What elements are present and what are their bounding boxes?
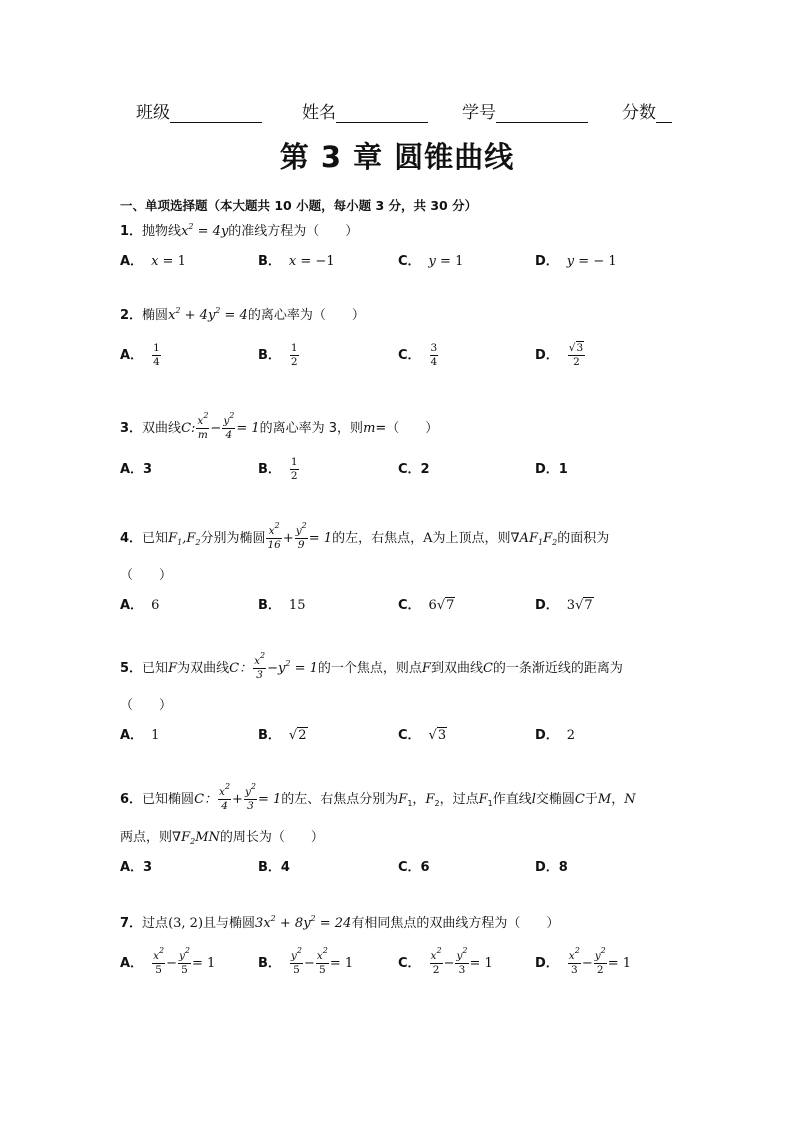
option-c[interactable]: C． $\frac{x^2}{2}$ − $\frac{y^2}{3}$ = 1 <box>398 946 493 976</box>
option-b[interactable]: B． $\frac{1}{2}$ <box>258 456 298 482</box>
question-5-continuation: （ ） <box>120 698 173 713</box>
name-blank[interactable] <box>336 104 428 123</box>
equation: $x^2 + 4y^2 = 4$ <box>168 306 248 323</box>
equation: $3x^2 + 8y^2 = 24$ <box>255 914 352 931</box>
option-a[interactable]: A． 6 <box>120 598 160 613</box>
question-number: 3． <box>120 421 143 436</box>
student-id-blank[interactable] <box>496 104 588 123</box>
options-4 <box>120 596 680 620</box>
question-5: 5．已知F为双曲线C： $\frac{x^2}{3}$ $-y^2 = 1$的一个焦点，则点F到双曲线C的一条渐近线的距离为 <box>120 651 623 681</box>
option-d[interactable]: D．1 <box>535 462 568 477</box>
question-6-continuation: 两点，则$\nabla F_2MN$的周长为（ ） <box>120 830 324 846</box>
question-2: 2．椭圆$x^2 + 4y^2 = 4$的离心率为（ ） <box>120 306 365 323</box>
option-a[interactable]: A． x = 1 <box>120 254 186 269</box>
student-info-header <box>136 98 676 122</box>
equation: C： $\frac{x^2}{4}$ + $\frac{y^2}{3}$ = 1 <box>194 782 282 812</box>
option-c[interactable]: C． y = 1 <box>398 254 464 269</box>
options-2 <box>120 336 680 376</box>
option-b[interactable]: B． $\frac{y^2}{5}$ − $\frac{x^2}{5}$ = 1 <box>258 946 354 976</box>
question-number: 4． <box>120 531 143 546</box>
option-b[interactable]: B． 15 <box>258 598 306 613</box>
option-a[interactable]: A． 1 <box>120 728 160 743</box>
question-4: 4．已知$F_1,F_2$分别为椭圆 $\frac{x^2}{16}$ + $\frac{y^2}{9}$ = 1的左，右焦点，A为上顶点，则$\nabla AF_1F_2$的面积为 <box>120 521 610 551</box>
option-a[interactable]: A．3 <box>120 462 153 477</box>
option-b[interactable]: B．4 <box>258 860 290 875</box>
question-number: 6． <box>120 792 143 807</box>
equation: C： $\frac{x^2}{3}$ $-y^2 = 1$ <box>229 651 318 681</box>
score-label: 分数 <box>622 103 656 123</box>
question-4-continuation: （ ） <box>120 568 173 583</box>
option-c[interactable]: C． √3 <box>398 728 447 743</box>
class-field[interactable] <box>136 98 262 123</box>
options-6 <box>120 858 680 882</box>
options-5 <box>120 726 680 750</box>
options-7 <box>120 944 680 984</box>
question-1: 1．抛物线$x^2 = 4y$的准线方程为（ ） <box>120 222 359 239</box>
equation: C: $\frac{x^2}{m}$ − $\frac{y^2}{4}$ = 1 <box>181 411 260 441</box>
option-d[interactable]: D． 3√7 <box>535 598 593 613</box>
class-label: 班级 <box>136 103 170 123</box>
option-a[interactable]: A． $\frac{x^2}{5}$ − $\frac{y^2}{5}$ = 1 <box>120 946 216 976</box>
class-blank[interactable] <box>170 104 262 123</box>
name-field[interactable] <box>302 98 428 123</box>
question-number: 7． <box>120 916 143 931</box>
option-c[interactable]: C． $\frac{3}{4}$ <box>398 342 438 368</box>
option-b[interactable]: B． x = −1 <box>258 254 335 269</box>
option-c[interactable]: C．2 <box>398 462 430 477</box>
option-c[interactable]: C． 6√7 <box>398 598 455 613</box>
page-title: 第 3 章 圆锥曲线 <box>279 140 515 174</box>
equation: $\frac{x^2}{16}$ + $\frac{y^2}{9}$ = 1 <box>267 521 333 551</box>
options-1 <box>120 252 680 276</box>
equation: $x^2 = 4y$ <box>181 222 229 239</box>
question-3: 3．双曲线C: $\frac{x^2}{m}$ − $\frac{y^2}{4}$ = 1的离心率为 3，则m=（ ） <box>120 411 439 441</box>
question-number: 1． <box>120 224 143 239</box>
option-d[interactable]: D． 2 <box>535 728 576 743</box>
options-3 <box>120 450 680 490</box>
score-field[interactable] <box>622 98 672 123</box>
section-heading: 一、单项选择题（本大题共 10 小题，每小题 3 分，共 30 分） <box>120 198 478 213</box>
question-6: 6．已知椭圆C： $\frac{x^2}{4}$ + $\frac{y^2}{3}$ = 1的左、右焦点分别为$F_1$，$F_2$，过点$F_1$作直线l交椭圆C于M，N <box>120 782 636 812</box>
option-d[interactable]: D． $\frac{√3}{2}$ <box>535 342 584 368</box>
question-7: 7．过点(3, 2)且与椭圆$3x^2 + 8y^2 = 24$有相同焦点的双曲线方程为（ ） <box>120 914 560 931</box>
option-d[interactable]: D． y = − 1 <box>535 254 617 269</box>
option-d[interactable]: D． $\frac{x^2}{3}$ − $\frac{y^2}{2}$ = 1 <box>535 946 632 976</box>
option-d[interactable]: D．8 <box>535 860 568 875</box>
option-a[interactable]: A． $\frac{1}{4}$ <box>120 342 160 368</box>
score-blank[interactable] <box>656 104 672 123</box>
student-id-field[interactable] <box>462 98 588 123</box>
option-b[interactable]: B． √2 <box>258 728 307 743</box>
name-label: 姓名 <box>302 103 336 123</box>
option-a[interactable]: A．3 <box>120 860 153 875</box>
option-c[interactable]: C．6 <box>398 860 430 875</box>
question-number: 2． <box>120 308 143 323</box>
option-b[interactable]: B． $\frac{1}{2}$ <box>258 342 298 368</box>
student-id-label: 学号 <box>462 103 496 123</box>
question-number: 5． <box>120 661 143 676</box>
